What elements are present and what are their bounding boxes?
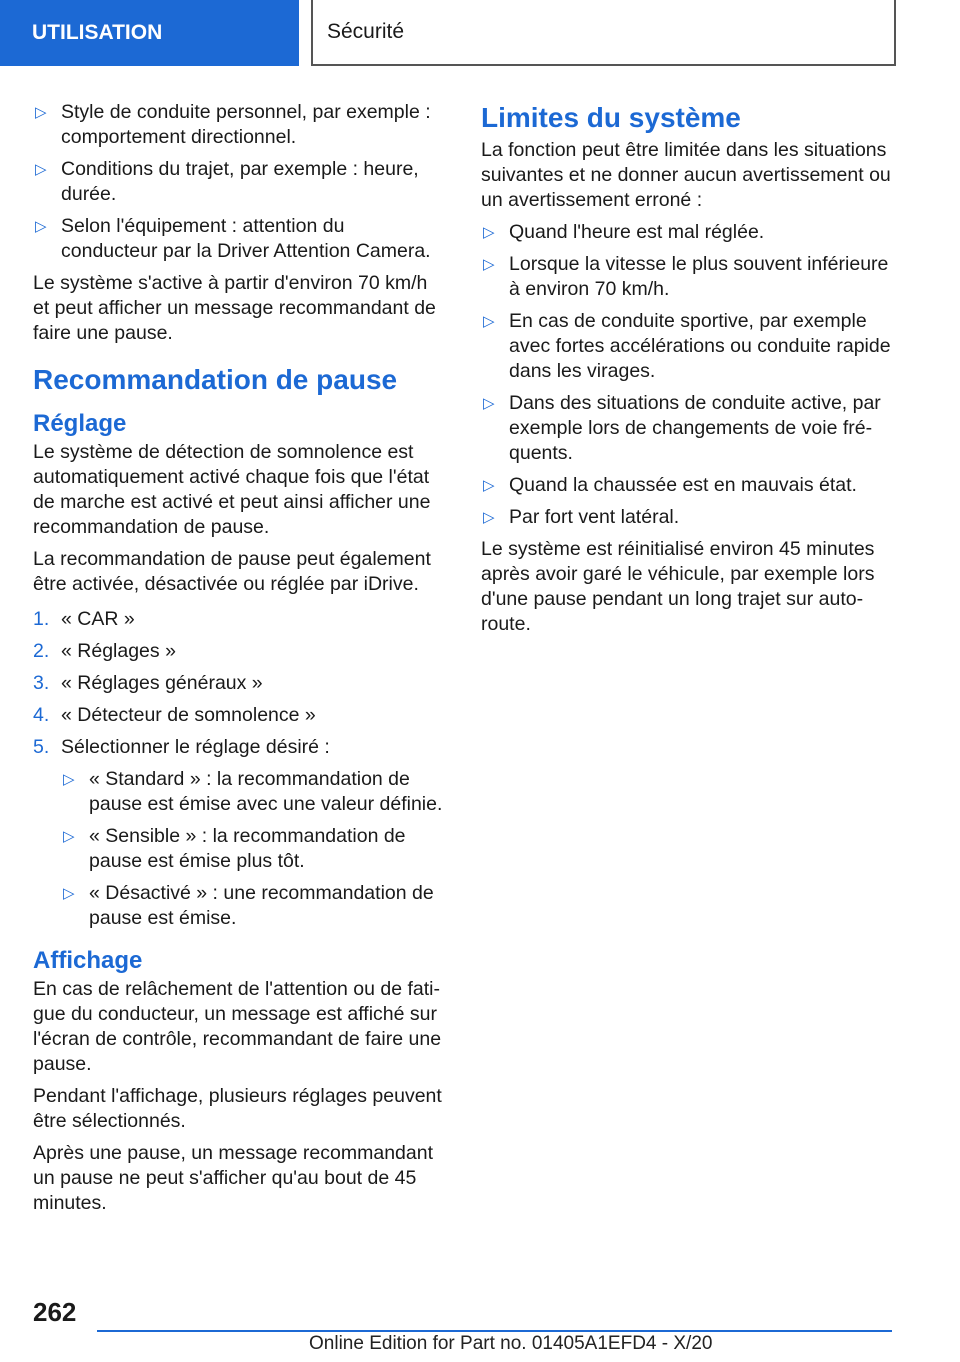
list-item bbox=[481, 220, 899, 245]
triangle-bullet-icon: ▷ bbox=[483, 477, 495, 494]
right-column bbox=[481, 100, 899, 644]
triangle-bullet-icon: ▷ bbox=[63, 828, 75, 845]
chapter-tab[interactable] bbox=[0, 0, 299, 66]
triangle-bullet-icon: ▷ bbox=[483, 313, 495, 330]
step-text: « Réglages généraux » bbox=[61, 672, 263, 694]
list-item bbox=[481, 391, 899, 466]
list-item bbox=[61, 824, 445, 874]
list-item-text: En cas de conduite sportive, par exemple avec fortes accélérations ou conduite rapide dans les virages. bbox=[509, 310, 891, 382]
step-item bbox=[33, 639, 445, 664]
list-item bbox=[481, 252, 899, 302]
step-item bbox=[33, 703, 445, 728]
step-number: 5. bbox=[33, 736, 50, 758]
step-item bbox=[33, 671, 445, 696]
triangle-bullet-icon: ▷ bbox=[483, 509, 495, 526]
list-item-text: Conditions du trajet, par exemple : heure, durée. bbox=[61, 158, 419, 205]
paragraph-reglage-1: Le système de détection de somnolence est automatiquement activé chaque fois que l'état de marche est activé et peut ainsi afficher une recommandation de pause. bbox=[33, 441, 431, 538]
list-item-text: Selon l'équipement : attention du conducteur par la Driver Attention Camera. bbox=[61, 215, 431, 262]
triangle-bullet-icon: ▷ bbox=[63, 771, 75, 788]
list-item bbox=[61, 881, 445, 931]
paragraph-affichage-2: Pendant l'affichage, plusieurs réglages peuvent être sélectionnés. bbox=[33, 1085, 442, 1132]
heading-recommandation: Recommandation de pause bbox=[33, 364, 398, 395]
list-item-text: « Sensible » : la recommandation de pause est émise plus tôt. bbox=[89, 825, 406, 872]
triangle-bullet-icon: ▷ bbox=[483, 256, 495, 273]
list-item bbox=[33, 157, 445, 207]
chapter-title: UTILISATION bbox=[32, 21, 163, 44]
paragraph-reset: Le système est réinitialisé environ 45 minutes après avoir garé le véhicule, par exemple lors d'une pause pendant un long trajet sur autoroute. bbox=[481, 538, 875, 635]
list-item bbox=[61, 767, 445, 817]
footer-divider bbox=[97, 1330, 892, 1332]
left-column bbox=[33, 100, 445, 1223]
triangle-bullet-icon: ▷ bbox=[35, 218, 47, 235]
condition-list bbox=[33, 100, 445, 264]
triangle-bullet-icon: ▷ bbox=[63, 885, 75, 902]
triangle-bullet-icon: ▷ bbox=[483, 395, 495, 412]
list-item-text: Quand la chaussée est en mauvais état. bbox=[509, 474, 857, 496]
limitations-list bbox=[481, 220, 899, 530]
section-header bbox=[311, 0, 896, 66]
list-item-text: « Standard » : la recommandation de pause est émise avec une valeur définie. bbox=[89, 768, 443, 815]
section-title: Sécurité bbox=[327, 20, 405, 43]
list-item-text: Quand l'heure est mal réglée. bbox=[509, 221, 765, 243]
paragraph-activation: Le système s'active à partir d'environ 70 km/h et peut afficher un message recommandant de faire une pause. bbox=[33, 272, 436, 344]
list-item-text: Dans des situations de conduite active, par exemple lors de changements de voie fréquents. bbox=[509, 392, 881, 464]
list-item-text: Lorsque la vitesse le plus souvent inférieure à environ 70 km/h. bbox=[509, 253, 889, 300]
list-item bbox=[481, 505, 899, 530]
heading-limites: Limites du système bbox=[481, 102, 741, 133]
list-item-text: Par fort vent latéral. bbox=[509, 506, 680, 528]
step-item bbox=[33, 735, 445, 931]
paragraph-reglage-2: La recommandation de pause peut également être activée, désactivée ou réglée par iDrive. bbox=[33, 548, 431, 595]
paragraph-limites-intro: La fonction peut être limitée dans les situations suivantes et ne donner aucun avertissement ou un avertissement erroné : bbox=[481, 139, 891, 211]
step-text: « Réglages » bbox=[61, 640, 176, 662]
step-text: Sélectionner le réglage désiré : bbox=[61, 736, 330, 758]
paragraph-affichage-3: Après une pause, un message recommandant un pause ne peut s'afficher qu'au bout de 45 minutes. bbox=[33, 1142, 433, 1214]
step-number: 4. bbox=[33, 704, 50, 726]
page-number: 262 bbox=[33, 1297, 77, 1327]
list-item bbox=[33, 214, 445, 264]
triangle-bullet-icon: ▷ bbox=[35, 161, 47, 178]
list-item bbox=[481, 309, 899, 384]
list-item bbox=[481, 473, 899, 498]
step-text: « Détecteur de somnolence » bbox=[61, 704, 316, 726]
list-item-text: Style de conduite personnel, par exemple : comportement directionnel. bbox=[61, 101, 431, 148]
step-item bbox=[33, 607, 445, 632]
paragraph-affichage-1: En cas de relâchement de l'attention ou de fatigue du conducteur, un message est affiché sur l'écran de contrôle, recommandant de faire une pause. bbox=[33, 978, 442, 1075]
heading-reglage: Réglage bbox=[33, 410, 127, 437]
settings-steps bbox=[33, 607, 445, 931]
heading-affichage: Affichage bbox=[33, 947, 143, 974]
step-number: 1. bbox=[33, 608, 50, 630]
setting-options-list bbox=[61, 767, 445, 931]
triangle-bullet-icon: ▷ bbox=[35, 104, 47, 121]
triangle-bullet-icon: ▷ bbox=[483, 224, 495, 241]
step-text: « CAR » bbox=[61, 608, 135, 630]
edition-footer: Online Edition for Part no. 01405A1EFD4 - X/20 bbox=[309, 1333, 713, 1354]
list-item bbox=[33, 100, 445, 150]
list-item-text: « Désactivé » : une recommandation de pause est émise. bbox=[89, 882, 434, 929]
step-number: 3. bbox=[33, 672, 50, 694]
step-number: 2. bbox=[33, 640, 50, 662]
